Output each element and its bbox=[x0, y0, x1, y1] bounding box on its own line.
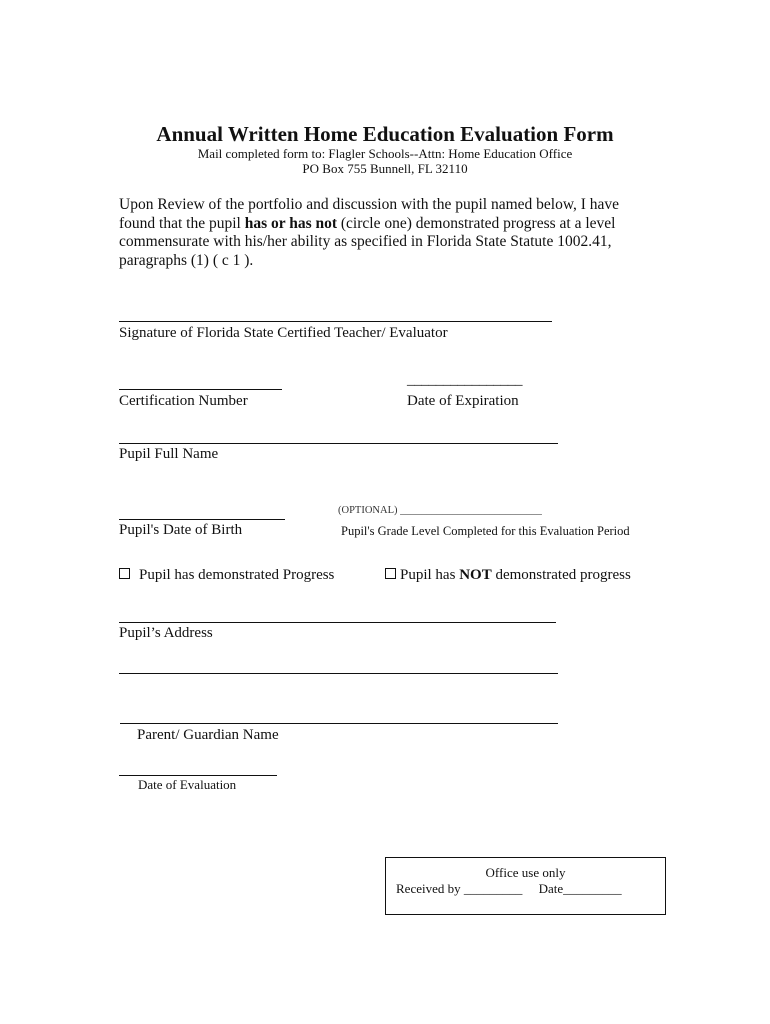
progress-option-not-prefix: Pupil has bbox=[400, 567, 460, 583]
progress-option-demonstrated-label: Pupil has demonstrated Progress bbox=[139, 567, 335, 583]
evaluation-date-label: Date of Evaluation bbox=[138, 777, 237, 792]
pupil-name-line[interactable] bbox=[119, 443, 558, 444]
pupil-address-line-2[interactable] bbox=[119, 673, 558, 674]
guardian-name-line[interactable] bbox=[120, 723, 558, 724]
progress-option-not-suffix: demonstrated progress bbox=[491, 567, 631, 583]
statement-emphasis: has or has not bbox=[244, 214, 338, 232]
checkbox-icon[interactable] bbox=[119, 568, 130, 579]
progress-option-not-demonstrated[interactable] bbox=[385, 567, 631, 584]
grade-level-optional-blank[interactable]: (OPTIONAL) ___________________________ bbox=[338, 505, 542, 516]
mail-address: PO Box 755 Bunnell, FL 32110 bbox=[302, 161, 468, 176]
certification-number-line[interactable] bbox=[119, 389, 282, 390]
guardian-name-label: Parent/ Guardian Name bbox=[137, 727, 279, 743]
form-title: Annual Written Home Education Evaluation Form bbox=[156, 122, 614, 146]
evaluation-date-line[interactable] bbox=[119, 775, 277, 776]
progress-option-not-emphasis: NOT bbox=[459, 567, 492, 583]
expiration-date-blank[interactable]: ________________ bbox=[407, 372, 523, 388]
certification-number-label: Certification Number bbox=[119, 393, 248, 409]
office-use-title: Office use only bbox=[485, 865, 566, 880]
evaluation-statement bbox=[119, 196, 649, 270]
birth-date-label: Pupil's Date of Birth bbox=[119, 522, 243, 538]
office-received-row[interactable]: Received by _________ Date_________ bbox=[396, 881, 622, 896]
checkbox-icon[interactable] bbox=[385, 568, 396, 579]
progress-option-demonstrated[interactable] bbox=[119, 567, 334, 584]
mail-instructions: Mail completed form to: Flagler Schools--Attn: Home Education Office bbox=[197, 146, 573, 161]
statement-part1: Upon Review of the portfolio and discussion with the pupil named below, I have found that the pupil bbox=[119, 196, 620, 232]
pupil-address-label: Pupil’s Address bbox=[119, 625, 213, 641]
birth-date-line[interactable] bbox=[119, 519, 285, 520]
statement-part2: (circle one) demonstrated progress at a level commensurate with his/her ability as specified in Florida State Statute 1002.41, paragraphs (1) ( c 1 ). bbox=[119, 214, 616, 269]
signature-label: Signature of Florida State Certified Teacher/ Evaluator bbox=[119, 325, 448, 341]
office-use-box bbox=[385, 857, 666, 915]
expiration-date-label: Date of Expiration bbox=[407, 393, 519, 409]
signature-line[interactable] bbox=[119, 321, 552, 322]
pupil-name-label: Pupil Full Name bbox=[119, 446, 219, 462]
pupil-address-line[interactable] bbox=[119, 622, 556, 623]
grade-level-label: Pupil's Grade Level Completed for this Evaluation Period bbox=[341, 524, 630, 538]
